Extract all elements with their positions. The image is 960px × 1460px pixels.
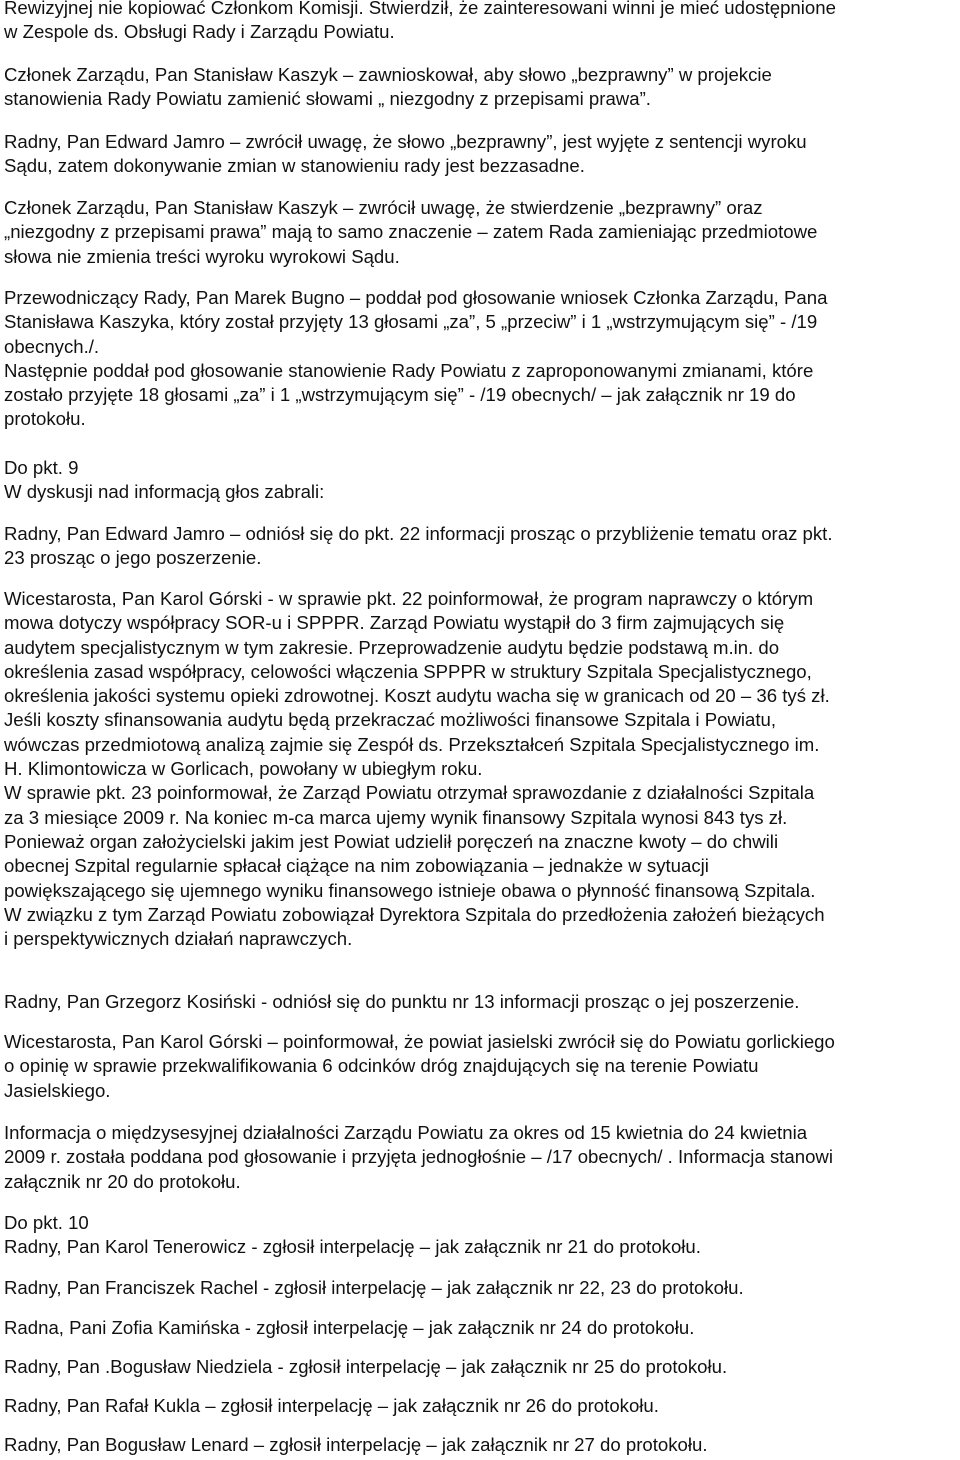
text-line: Radna, Pani Zofia Kamińska - zgłosił interpelację – jak załącznik nr 24 do protokołu. <box>4 1317 695 1338</box>
text-line: obecnych./. <box>4 335 100 357</box>
text-line: Radny, Pan Edward Jamro – odniósł się do pkt. 22 informacji prosząc o przybliżenie tematu oraz pkt. <box>4 523 833 544</box>
paragraph <box>4 1355 727 1379</box>
text-line: słowa nie zmienia treści wyroku wyrokowi Sądu. <box>4 245 400 267</box>
paragraph <box>4 522 833 571</box>
paragraph <box>4 1433 708 1457</box>
text-line: w Zespole ds. Obsługi Rady i Zarządu Powiatu. <box>4 21 395 43</box>
text-line: Radny, Pan .Bogusław Niedziela - zgłosił interpelację – jak załącznik nr 25 do protokołu. <box>4 1356 728 1377</box>
text-line: o opinię w sprawie przekwalifikowania 6 odcinków dróg znajdujących się na terenie Powiatu <box>4 1055 759 1077</box>
text-line: Rewizyjnej nie kopiować Członkom Komisji. Stwierdził, że zainteresowani winni je mieć udostępnione <box>4 0 836 18</box>
text-line: określenia zasad współpracy, celowości włączenia SPPPR w struktury Szpitala Specjalistycznego, <box>4 660 812 682</box>
text-line: Wicestarosta, Pan Karol Górski – poinformował, że powiat jasielski zwrócił się do Powiatu gorlickiego <box>4 1031 835 1052</box>
text-line: Jeśli koszty sfinansowania audytu będą przekraczać możliwości finansowe Szpitala i Powiatu, <box>4 709 777 731</box>
paragraph <box>4 196 817 269</box>
text-line: audytem specjalistycznym w tym zakresie. Przeprowadzenie audytu będzie podstawą m.in. do <box>4 636 780 658</box>
text-line: W związku z tym Zarząd Powiatu zobowiązał Dyrektora Szpitala do przedłożenia założeń bieżących <box>4 903 825 925</box>
text-line: Stanisława Kaszyka, który został przyjęty 13 głosami „za”, 5 „przeciw” i 1 „wstrzymującym się” - /19 <box>4 311 818 333</box>
text-line: Jasielskiego. <box>4 1079 111 1101</box>
text-line: H. Klimontowicza w Gorlicach, powołany w ubiegłym roku. <box>4 758 483 780</box>
text-line: 23 prosząc o jego poszerzenie. <box>4 547 262 569</box>
paragraph <box>4 1316 694 1340</box>
paragraph <box>4 130 807 179</box>
text-line: „niezgodny z przepisami prawa” mają to samo znaczenie – zatem Rada zamieniając przedmiotowe <box>4 221 818 243</box>
paragraph <box>4 286 827 432</box>
text-line: Ponieważ organ założycielski jakim jest Powiat udzielił poręczeń na znaczne kwoty – do chwili <box>4 830 779 852</box>
text-line: Radny, Pan Grzegorz Kosiński - odniósł się do punktu nr 13 informacji prosząc o jej poszerzenie. <box>4 991 800 1012</box>
text-line: Członek Zarządu, Pan Stanisław Kaszyk – zwrócił uwagę, że stwierdzenie „bezprawny” oraz <box>4 197 763 218</box>
text-line: W sprawie pkt. 23 poinformował, że Zarząd Powiatu otrzymał sprawozdanie z działalności Szpitala <box>4 782 815 804</box>
paragraph <box>4 587 830 951</box>
text-line: W dyskusji nad informacją głos zabrali: <box>4 481 325 503</box>
paragraph <box>4 1121 833 1194</box>
text-line: Radny, Pan Karol Tenerowicz - zgłosił interpelację – jak załącznik nr 21 do protokołu. <box>4 1236 701 1258</box>
text-line: Sądu, zatem dokonywanie zmian w stanowieniu rady jest bezzasadne. <box>4 155 585 177</box>
text-line: określenia jakości systemu opieki zdrowotnej. Koszt audytu wacha się w granicach od 20 – 36 tyś zł. <box>4 685 830 707</box>
text-line: powiększającego się ujemnego wyniku finansowego istnieje obawa o płynność finansową Szpitala. <box>4 879 816 901</box>
text-line: załącznik nr 20 do protokołu. <box>4 1170 241 1192</box>
text-line: i perspektywicznych działań naprawczych. <box>4 928 353 950</box>
text-line: Do pkt. 9 <box>4 457 79 478</box>
text-line: stanowienia Rady Powiatu zamienić słowami „ niezgodny z przepisami prawa”. <box>4 88 651 110</box>
paragraph <box>4 1276 744 1300</box>
paragraph <box>4 1030 835 1103</box>
text-line: Do pkt. 10 <box>4 1212 89 1233</box>
text-line: zostało przyjęte 18 głosami „za” i 1 „wstrzymującym się” - /19 obecnych/ – jak załącznik nr 19 do <box>4 384 796 406</box>
text-line: wówczas przedmiotową analizą zajmie się Zespół ds. Przekształceń Szpitala Specjalistycznego im. <box>4 733 820 755</box>
text-line: za 3 miesiące 2009 r. Na koniec m-ca marca ujemy wynik finansowy Szpitala wynosi 843 tys zł. <box>4 806 788 828</box>
paragraph <box>4 63 772 112</box>
text-line: Radny, Pan Rafał Kukla – zgłosił interpelację – jak załącznik nr 26 do protokołu. <box>4 1395 659 1416</box>
text-line: obecnej Szpital regularnie spłacał ciążące na nim zobowiązania – jednakże w sytuacji <box>4 855 709 877</box>
paragraph <box>4 456 324 505</box>
text-line: Radny, Pan Franciszek Rachel - zgłosił interpelację – jak załącznik nr 22, 23 do protokołu. <box>4 1277 744 1298</box>
text-line: Informacja o międzysesyjnej działalności Zarządu Powiatu za okres od 15 kwietnia do 24 kwietnia <box>4 1122 808 1143</box>
text-line: Radny, Pan Edward Jamro – zwrócił uwagę, że słowo „bezprawny”, jest wyjęte z sentencji wyroku <box>4 131 807 152</box>
paragraph <box>4 990 799 1014</box>
text-line: Następnie poddał pod głosowanie stanowienie Rady Powiatu z zaproponowanymi zmianami, które <box>4 359 814 381</box>
text-line: 2009 r. została poddana pod głosowanie i przyjęta jednogłośnie – /17 obecnych/ . Informacja stanowi <box>4 1146 833 1168</box>
paragraph <box>4 1211 701 1260</box>
paragraph <box>4 1394 659 1418</box>
text-line: mowa dotyczy współpracy SOR-u i SPPPR. Zarząd Powiatu wystąpił do 3 firm zajmujących się <box>4 612 785 634</box>
text-line: protokołu. <box>4 408 86 430</box>
text-line: Członek Zarządu, Pan Stanisław Kaszyk – zawnioskował, aby słowo „bezprawny” w projekcie <box>4 64 772 85</box>
text-line: Wicestarosta, Pan Karol Górski - w sprawie pkt. 22 poinformował, że program naprawczy o którym <box>4 588 814 609</box>
paragraph <box>4 0 836 45</box>
text-line: Przewodniczący Rady, Pan Marek Bugno – poddał pod głosowanie wniosek Członka Zarządu, Pana <box>4 287 828 308</box>
text-line: Radny, Pan Bogusław Lenard – zgłosił interpelację – jak załącznik nr 27 do protokołu. <box>4 1434 708 1455</box>
